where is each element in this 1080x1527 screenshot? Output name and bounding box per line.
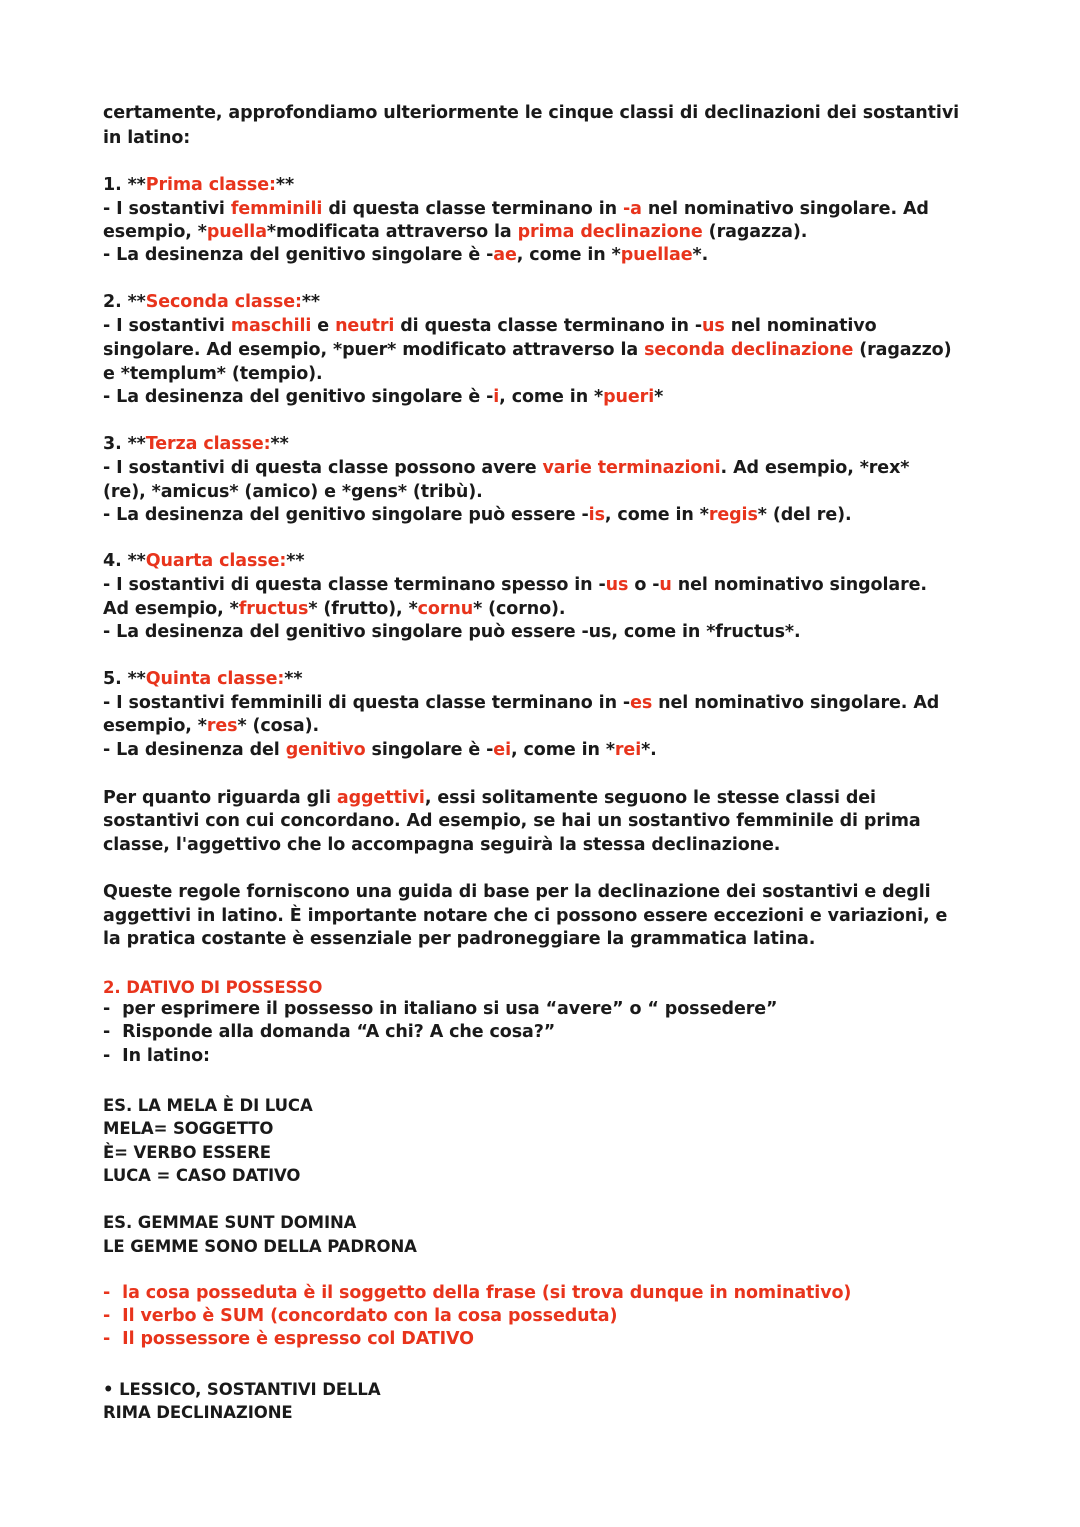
dash-icon: - [103,999,111,1019]
intro-line-2: in latino: [103,128,191,148]
example-1-line-2: MELA= SOGGETTO [103,1119,274,1138]
class-2-line-a: - I sostantivi maschili e neutri di questa classe terminano in -us nel nominativo [103,316,877,336]
rules-line-1: Queste regole forniscono una guida di base per la declinazione dei sostantivi e degli [103,882,931,902]
agg-line-2: sostantivi con cui concordano. Ad esempio, se hai un sostantivo femminile di prima [103,811,921,831]
dash-icon: - [103,1306,111,1326]
rules-line-3: la pratica costante è essenziale per padroneggiare la grammatica latina. [103,929,816,949]
intro-line-1: certamente, approfondiamo ulteriormente le cinque classi di declinazioni dei sostantivi [103,103,960,123]
rule-red-1: - la cosa posseduta è il soggetto della frase (si trova dunque in nominativo) [103,1283,852,1303]
dash-icon: - [103,1283,111,1303]
class-1-heading: 1. **Prima classe:** [103,175,295,195]
example-2-line-2: LE GEMME SONO DELLA PADRONA [103,1237,417,1256]
class-2-line-d: - La desinenza del genitivo singolare è -i, come in *pueri* [103,387,664,407]
class-5-line-c: - La desinenza del genitivo singolare è -ei, come in *rei*. [103,740,657,760]
class-2-line-b: singolare. Ad esempio, *puer* modificato attraverso la seconda declinazione (ragazzo) [103,340,952,360]
agg-line-1: Per quanto riguarda gli aggettivi, essi solitamente seguono le stesse classi dei [103,788,876,808]
rule-red-2: - Il verbo è SUM (concordato con la cosa posseduta) [103,1306,618,1326]
lessico-line-1: • LESSICO, SOSTANTIVI DELLA [103,1380,381,1399]
class-5-heading: 5. **Quinta classe:** [103,669,303,689]
class-4-line-b: Ad esempio, *fructus* (frutto), *cornu* (corno). [103,599,566,619]
class-3-line-c: - La desinenza del genitivo singolare può essere -is, come in *regis* (del re). [103,505,852,525]
class-2-line-c: e *templum* (tempio). [103,364,323,384]
example-1-line-3: È= VERBO ESSERE [103,1143,271,1162]
class-4-line-a: - I sostantivi di questa classe terminano spesso in -us o -u nel nominativo singolare. [103,575,927,595]
class-5-line-b: esempio, *res* (cosa). [103,716,320,736]
class-1-line-c: - La desinenza del genitivo singolare è -ae, come in *puellae*. [103,245,709,265]
example-2-line-1: ES. GEMMAE SUNT DOMINA [103,1213,357,1232]
dash-icon: - [103,1329,111,1349]
rules-line-2: aggettivi in latino. È importante notare che ci possono essere eccezioni e variazioni, e [103,906,948,926]
class-5-line-a: - I sostantivi femminili di questa classe terminano in -es nel nominativo singolare. Ad [103,693,940,713]
dativo-bullet-2: - Risponde alla domanda “A chi? A che cosa?” [103,1022,556,1042]
dativo-bullet-1: - per esprimere il possesso in italiano si usa “avere” o “ possedere” [103,999,778,1019]
agg-line-3: classe, l'aggettivo che lo accompagna seguirà la stessa declinazione. [103,835,781,855]
class-3-heading: 3. **Terza classe:** [103,434,289,454]
example-1-line-1: ES. LA MELA È DI LUCA [103,1096,313,1115]
rule-red-3: - Il possessore è espresso col DATIVO [103,1329,474,1349]
class-4-line-c: - La desinenza del genitivo singolare può essere -us, come in *fructus*. [103,622,801,642]
class-1-line-b: esempio, *puella*modificata attraverso la prima declinazione (ragazza). [103,222,808,242]
lessico-line-2: RIMA DECLINAZIONE [103,1403,293,1422]
dativo-title: 2. DATIVO DI POSSESSO [103,978,323,997]
dativo-bullet-3: - In latino: [103,1046,210,1066]
dash-icon: - [103,1046,111,1066]
class-2-heading: 2. **Seconda classe:** [103,292,320,312]
class-3-line-a: - I sostantivi di questa classe possono avere varie terminazioni. Ad esempio, *rex* [103,458,910,478]
class-3-line-b: (re), *amicus* (amico) e *gens* (tribù). [103,482,483,502]
example-1-line-4: LUCA = CASO DATIVO [103,1166,301,1185]
dash-icon: - [103,1022,111,1042]
class-1-line-a: - I sostantivi femminili di questa classe terminano in -a nel nominativo singolare. Ad [103,199,929,219]
class-4-heading: 4. **Quarta classe:** [103,551,305,571]
